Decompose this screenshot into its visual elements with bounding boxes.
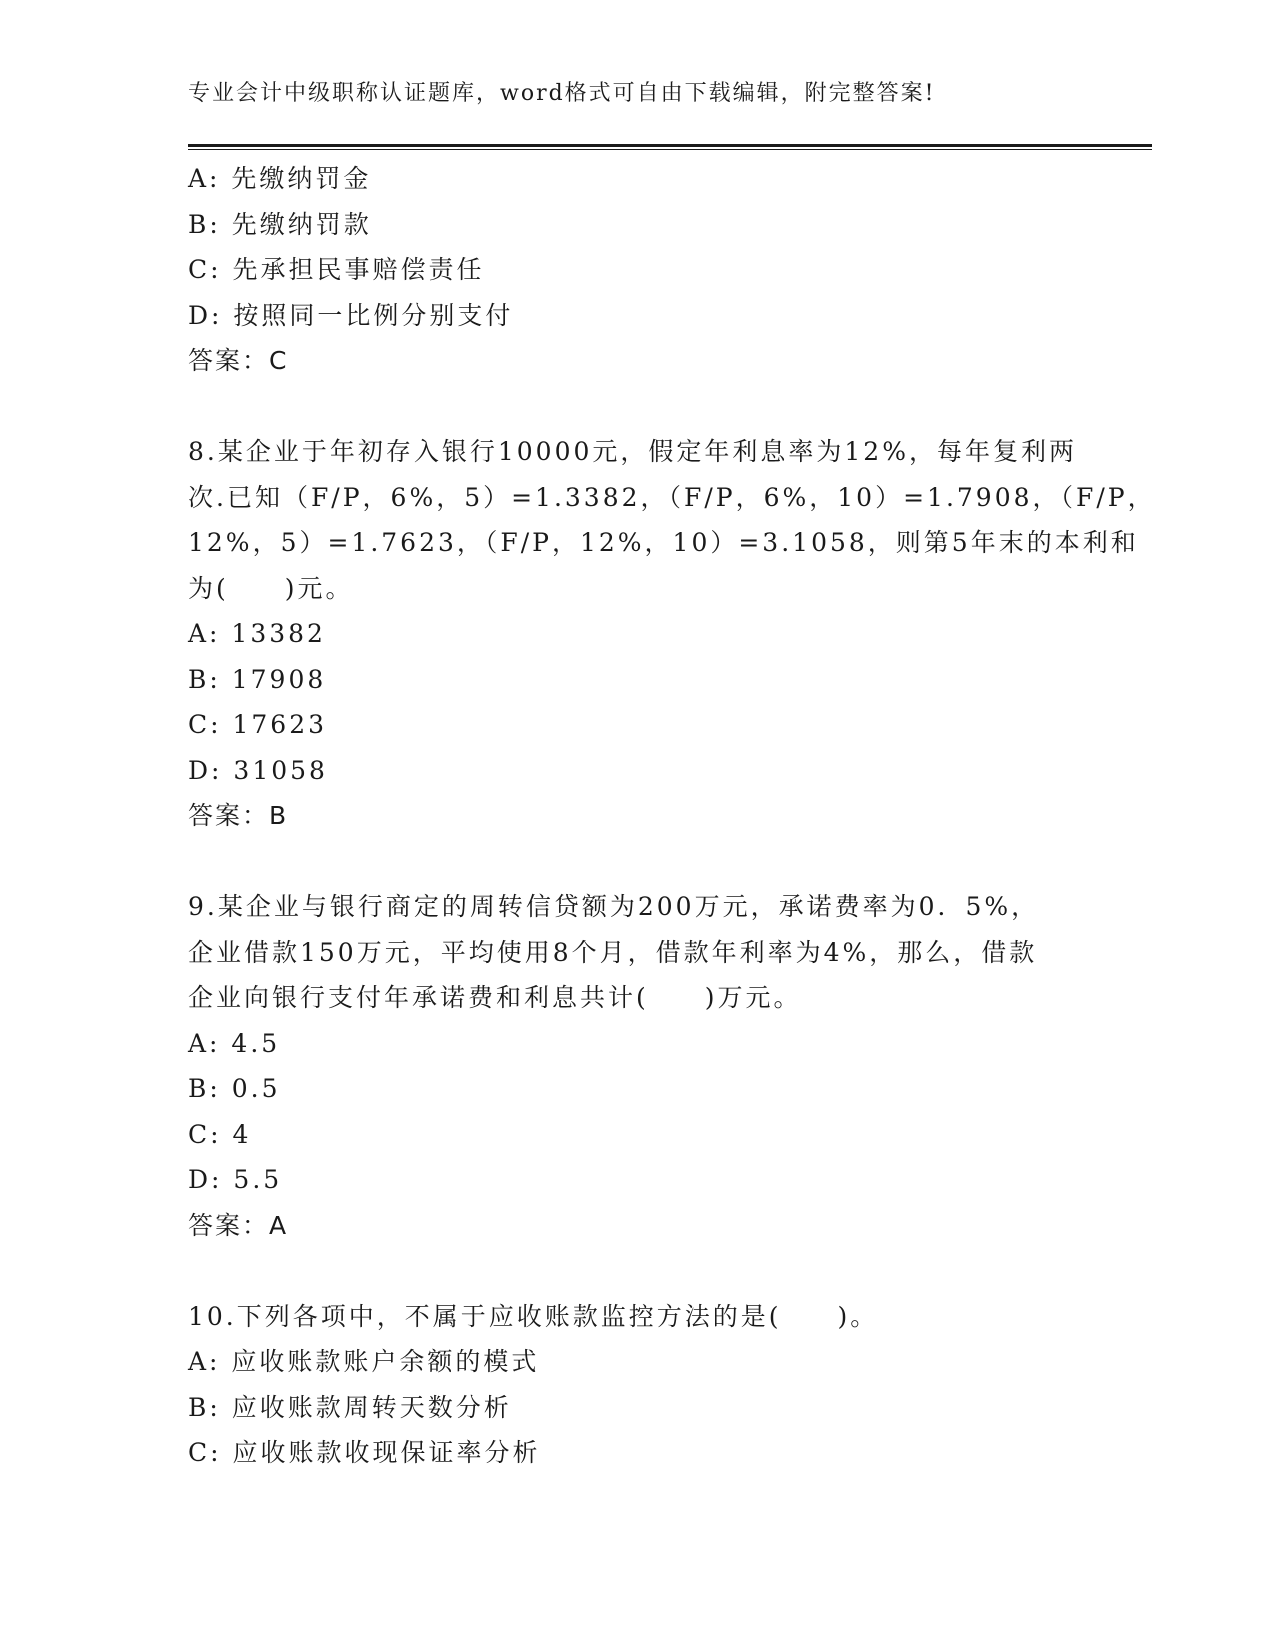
question-10 <box>188 1294 1088 1476</box>
question-9 <box>188 884 1088 1248</box>
question-stem-line: 12%，5）=1.7623，（F/P，12%，10）=3.1058，则第5年末的本利和 <box>188 528 1139 557</box>
header-rule <box>188 144 1152 150</box>
option-b: B: 0.5 <box>188 1074 281 1103</box>
question-7-tail <box>188 156 1088 384</box>
spacer <box>188 384 1088 430</box>
page-header: 专业会计中级职称认证题库，word格式可自由下载编辑，附完整答案! <box>188 81 936 106</box>
option-c: C: 先承担民事赔偿责任 <box>188 255 485 284</box>
option-a: A: 先缴纳罚金 <box>188 164 372 193</box>
option-b: B: 17908 <box>188 664 327 694</box>
answer: 答案：A <box>188 1210 289 1240</box>
question-stem-line: 9.某企业与银行商定的周转信贷额为200万元，承诺费率为0．5%， <box>188 892 1040 921</box>
option-a: A: 4.5 <box>188 1028 281 1058</box>
question-stem-line: 为( )元。 <box>188 573 354 603</box>
answer: 答案：B <box>188 801 289 830</box>
option-c: C: 17623 <box>188 710 328 739</box>
question-stem-line: 次.已知（F/P，6%，5）=1.3382，（F/P，6%，10）=1.7908，（F/P， <box>188 482 1156 512</box>
option-c: C: 应收账款收现保证率分析 <box>188 1438 541 1467</box>
option-d: D: 5.5 <box>188 1165 283 1194</box>
option-d: D: 31058 <box>188 755 328 785</box>
option-c: C: 4 <box>188 1119 252 1149</box>
spacer <box>188 1248 1088 1294</box>
question-stem-line: 8.某企业于年初存入银行10000元，假定年利息率为12%，每年复利两 <box>188 437 1077 466</box>
option-d: D: 按照同一比例分别支付 <box>188 300 514 330</box>
option-b: B: 先缴纳罚款 <box>188 209 372 239</box>
question-8 <box>188 429 1156 839</box>
answer: 答案：C <box>188 346 289 375</box>
option-a: A: 应收账款账户余额的模式 <box>188 1347 540 1376</box>
option-b: B: 应收账款周转天数分析 <box>188 1392 512 1422</box>
question-stem-line: 企业借款150万元，平均使用8个月，借款年利率为4%，那么，借款 <box>188 937 1038 967</box>
question-stem-line: 企业向银行支付年承诺费和利息共计( )万元。 <box>188 983 802 1012</box>
question-stem-line: 10.下列各项中，不属于应收账款监控方法的是( )。 <box>188 1301 879 1331</box>
option-a: A: 13382 <box>188 619 326 648</box>
document-body <box>188 156 1156 1476</box>
spacer <box>188 839 1088 885</box>
